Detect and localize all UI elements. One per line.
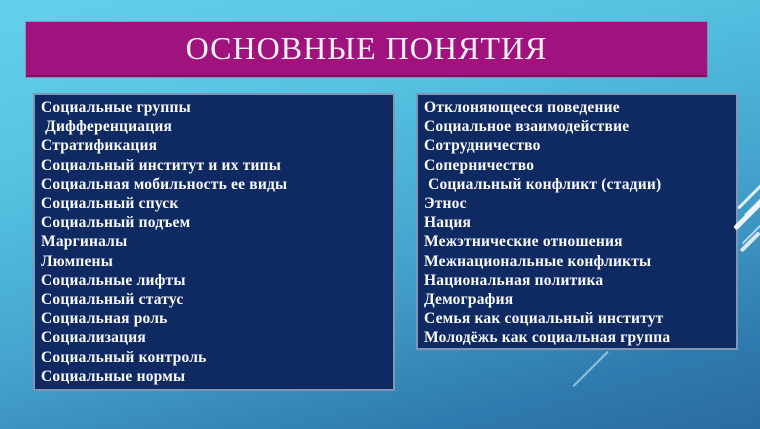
list-item: Этнос (424, 195, 467, 213)
list-item: Социальный контроль (41, 348, 207, 366)
list-item: Социальный институт и их типы (41, 156, 282, 174)
list-item: Социальный статус (41, 291, 184, 309)
decor-faint-diagonal-line-icon (573, 351, 609, 387)
list-item: Соперничество (424, 156, 535, 174)
left-concepts-panel (33, 93, 395, 391)
list-item: Социальная роль (41, 310, 168, 328)
list-item: Стратификация (41, 137, 158, 155)
list-item: Молодёжь как социальная группа (424, 329, 671, 347)
list-item: Социализация (41, 329, 146, 347)
list-item: Люмпены (41, 252, 113, 270)
list-item: Межнациональные конфликты (424, 252, 652, 270)
list-item: Сотрудничество (424, 137, 541, 155)
list-item: Социальные группы (41, 99, 191, 116)
list-item: Дифференциация (41, 118, 173, 136)
list-item: Социальная мобильность ее виды (41, 175, 288, 193)
list-item: Социальные лифты (41, 271, 186, 289)
list-item: Межэтнические отношения (424, 233, 623, 251)
list-item: Социальное взаимодействие (424, 118, 630, 136)
list-item: Отклоняющееся поведение (424, 99, 620, 116)
right-concepts-panel (416, 93, 738, 350)
list-item: Социальный подъем (41, 214, 191, 232)
title-bar (26, 22, 707, 77)
list-item: Социальный спуск (41, 195, 179, 213)
list-item: Маргиналы (41, 233, 128, 251)
list-item: Демография (424, 291, 514, 309)
list-item: Нация (424, 214, 472, 232)
list-item: Национальная политика (424, 271, 604, 289)
list-item: Социальный конфликт (стадии) (424, 175, 662, 193)
list-item: Социальные нормы (41, 367, 186, 385)
slide-title: ОСНОВНЫЕ ПОНЯТИЯ (185, 30, 548, 66)
list-item: Семья как социальный институт (424, 310, 664, 328)
